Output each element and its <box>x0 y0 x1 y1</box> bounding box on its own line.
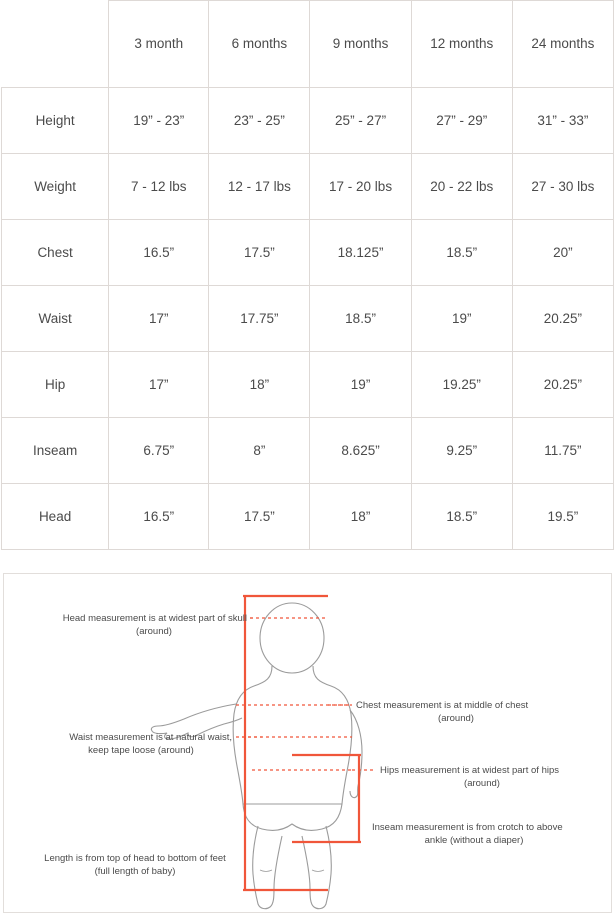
cell-height-6-months: 23” - 25” <box>209 88 310 154</box>
column-header-3-month: 3 month <box>109 1 209 88</box>
callout-hips-line1: Hips measurement is at widest part of hips <box>380 765 559 776</box>
measurement-diagram <box>4 574 611 912</box>
callout-length-line2: (full length of baby) <box>94 866 176 877</box>
table-row <box>2 154 614 220</box>
callout-hips-line2: (around) <box>464 778 500 789</box>
cell-hip-9-months: 19” <box>310 352 411 418</box>
table-row <box>2 352 614 418</box>
cell-head-12-months: 18.5” <box>411 484 512 550</box>
cell-chest-12-months: 18.5” <box>411 220 512 286</box>
cell-height-3-month: 19” - 23” <box>109 88 209 154</box>
cell-waist-3-month: 17” <box>109 286 209 352</box>
size-chart-table <box>1 0 614 550</box>
cell-inseam-24-months: 11.75” <box>512 418 613 484</box>
callout-inseam-line1: Inseam measurement is from crotch to above <box>372 822 563 833</box>
column-header-12-months: 12 months <box>411 1 512 88</box>
cell-hip-24-months: 20.25” <box>512 352 613 418</box>
table-corner-cell <box>2 1 109 88</box>
callout-chest-line1: Chest measurement is at middle of chest <box>356 700 529 711</box>
callout-waist <box>69 732 232 756</box>
cell-chest-3-month: 16.5” <box>109 220 209 286</box>
cell-weight-12-months: 20 - 22 lbs <box>411 154 512 220</box>
callout-hips <box>380 765 559 789</box>
callout-head <box>63 613 247 637</box>
callout-waist-line1: Waist measurement is at natural waist, <box>69 732 232 743</box>
cell-chest-9-months: 18.125” <box>310 220 411 286</box>
row-header-weight: Weight <box>2 154 109 220</box>
cell-weight-24-months: 27 - 30 lbs <box>512 154 613 220</box>
table-row <box>2 286 614 352</box>
cell-height-24-months: 31” - 33” <box>512 88 613 154</box>
cell-chest-24-months: 20” <box>512 220 613 286</box>
row-header-head: Head <box>2 484 109 550</box>
cell-hip-3-month: 17” <box>109 352 209 418</box>
caption-leader-lines <box>236 618 376 770</box>
cell-weight-3-month: 7 - 12 lbs <box>109 154 209 220</box>
callout-length <box>44 853 226 877</box>
row-header-inseam: Inseam <box>2 418 109 484</box>
row-header-height: Height <box>2 88 109 154</box>
cell-head-6-months: 17.5” <box>209 484 310 550</box>
cell-head-24-months: 19.5” <box>512 484 613 550</box>
cell-height-12-months: 27” - 29” <box>411 88 512 154</box>
cell-head-3-month: 16.5” <box>109 484 209 550</box>
cell-head-9-months: 18” <box>310 484 411 550</box>
table-row <box>2 220 614 286</box>
length-bracket <box>243 596 328 890</box>
table-row <box>2 484 614 550</box>
table-row <box>2 88 614 154</box>
column-header-24-months: 24 months <box>512 1 613 88</box>
row-header-chest: Chest <box>2 220 109 286</box>
cell-inseam-12-months: 9.25” <box>411 418 512 484</box>
cell-height-9-months: 25” - 27” <box>310 88 411 154</box>
row-header-waist: Waist <box>2 286 109 352</box>
measurement-guide-lines <box>236 618 352 770</box>
table-row <box>2 418 614 484</box>
cell-inseam-9-months: 8.625” <box>310 418 411 484</box>
cell-hip-12-months: 19.25” <box>411 352 512 418</box>
cell-weight-9-months: 17 - 20 lbs <box>310 154 411 220</box>
cell-waist-9-months: 18.5” <box>310 286 411 352</box>
column-header-6-months: 6 months <box>209 1 310 88</box>
callout-head-line1: Head measurement is at widest part of skull <box>62 613 247 624</box>
cell-waist-6-months: 17.75” <box>209 286 310 352</box>
cell-weight-6-months: 12 - 17 lbs <box>209 154 310 220</box>
row-header-hip: Hip <box>2 352 109 418</box>
callout-inseam <box>372 822 563 846</box>
callout-chest <box>356 700 528 724</box>
cell-chest-6-months: 17.5” <box>209 220 310 286</box>
table-body <box>2 88 614 550</box>
callout-length-line1: Length is from top of head to bottom of feet <box>44 853 226 864</box>
cell-waist-12-months: 19” <box>411 286 512 352</box>
cell-waist-24-months: 20.25” <box>512 286 613 352</box>
table-head <box>2 1 614 88</box>
cell-inseam-6-months: 8” <box>209 418 310 484</box>
callout-head-line2: (around) <box>136 626 172 637</box>
cell-hip-6-months: 18” <box>209 352 310 418</box>
table-header-row <box>2 1 614 88</box>
callout-chest-line2: (around) <box>438 713 474 724</box>
callout-inseam-line2: ankle (without a diaper) <box>424 835 524 846</box>
cell-inseam-3-month: 6.75” <box>109 418 209 484</box>
callout-waist-line2: keep tape loose (around) <box>88 745 194 756</box>
column-header-9-months: 9 months <box>310 1 411 88</box>
measurement-diagram-section <box>3 573 612 913</box>
